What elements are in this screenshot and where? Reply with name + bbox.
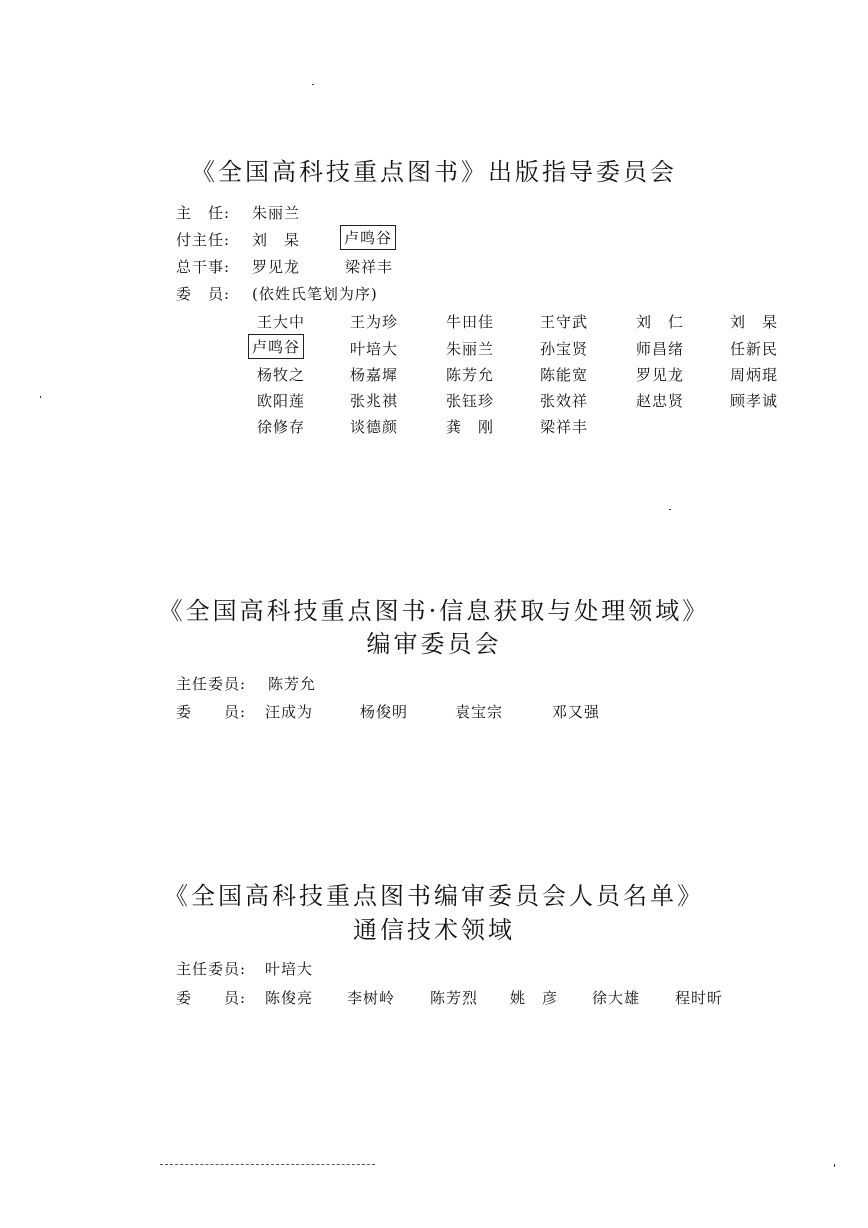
section2-title-line1: 《全国高科技重点图书·信息获取与处理领域》 [158, 597, 710, 625]
scan-speck [834, 1164, 835, 1167]
member-name: 梁祥丰 [540, 418, 589, 436]
member-name: 张效祥 [540, 392, 589, 410]
section3-member-name: 姚 彦 [510, 989, 559, 1007]
member-name: 任新民 [730, 340, 779, 358]
member-name: 徐修存 [257, 418, 306, 436]
member-name: 孙宝贤 [540, 340, 589, 358]
director-name: 朱丽兰 [252, 204, 301, 222]
section3-member-name: 程时昕 [675, 989, 724, 1007]
member-name: 王守武 [540, 313, 589, 331]
director-label: 主 任: [176, 204, 231, 222]
member-name: 谈德颜 [350, 418, 399, 436]
member-name: 张兆祺 [350, 392, 399, 410]
deputy-director-label: 付主任: [176, 231, 231, 249]
deputy-director-name-1: 刘 杲 [252, 231, 301, 249]
section3-title-line1: 《全国高科技重点图书编审委员会人员名单》 [164, 882, 704, 910]
section2-chair-label: 主任委员: [176, 675, 247, 693]
scan-speck [40, 396, 41, 398]
section3-member-name: 陈俊亮 [265, 989, 314, 1007]
member-name: 王大中 [257, 313, 306, 331]
member-name: 王为珍 [350, 313, 399, 331]
section3-members-label: 委 员: [176, 989, 247, 1007]
member-name: 叶培大 [350, 340, 399, 358]
section2-member-name: 袁宝宗 [455, 703, 504, 721]
member-name: 陈芳允 [446, 366, 495, 384]
secretary-general-name-2: 梁祥丰 [345, 258, 394, 276]
section2-member-name: 汪成为 [265, 703, 314, 721]
section1-title: 《全国高科技重点图书》出版指导委员会 [191, 158, 677, 186]
member-name: 罗见龙 [636, 366, 685, 384]
member-name: 周炳琨 [730, 366, 779, 384]
members-order-note: (依姓氏笔划为序) [252, 285, 378, 303]
scan-speck [669, 509, 671, 510]
member-name: 朱丽兰 [446, 340, 495, 358]
deputy-director-name-2: 卢鸣谷 [340, 225, 396, 250]
member-name: 卢鸣谷 [248, 334, 304, 359]
section3-member-name: 李树岭 [347, 989, 396, 1007]
member-name: 欧阳莲 [257, 392, 306, 410]
member-name: 赵忠贤 [636, 392, 685, 410]
member-name: 杨嘉墀 [350, 366, 399, 384]
member-name: 刘 仁 [636, 313, 685, 331]
member-name: 刘 杲 [730, 313, 779, 331]
member-name: 牛田佳 [446, 313, 495, 331]
section3-member-name: 徐大雄 [592, 989, 641, 1007]
section2-title-line2: 编审委员会 [366, 630, 502, 658]
section2-members-label: 委 员: [176, 703, 247, 721]
secretary-general-label: 总干事: [176, 258, 231, 276]
member-name: 师昌绪 [636, 340, 685, 358]
scan-speck [312, 84, 314, 85]
section2-member-name: 杨俊明 [360, 703, 409, 721]
member-name: 龚 刚 [446, 418, 495, 436]
member-name: 陈能宽 [540, 366, 589, 384]
member-name: 张钰珍 [446, 392, 495, 410]
scan-bottom-line [160, 1164, 375, 1165]
section3-member-name: 陈芳烈 [430, 989, 479, 1007]
secretary-general-name-1: 罗见龙 [252, 258, 301, 276]
section3-title-line2: 通信技术领域 [353, 916, 515, 944]
section2-chair-name: 陈芳允 [268, 675, 317, 693]
section3-chair-name: 叶培大 [265, 960, 314, 978]
section2-member-name: 邓又强 [552, 703, 601, 721]
member-name: 杨牧之 [257, 366, 306, 384]
section3-chair-label: 主任委员: [176, 960, 247, 978]
members-label: 委 员: [176, 285, 231, 303]
member-name: 顾孝诚 [730, 392, 779, 410]
